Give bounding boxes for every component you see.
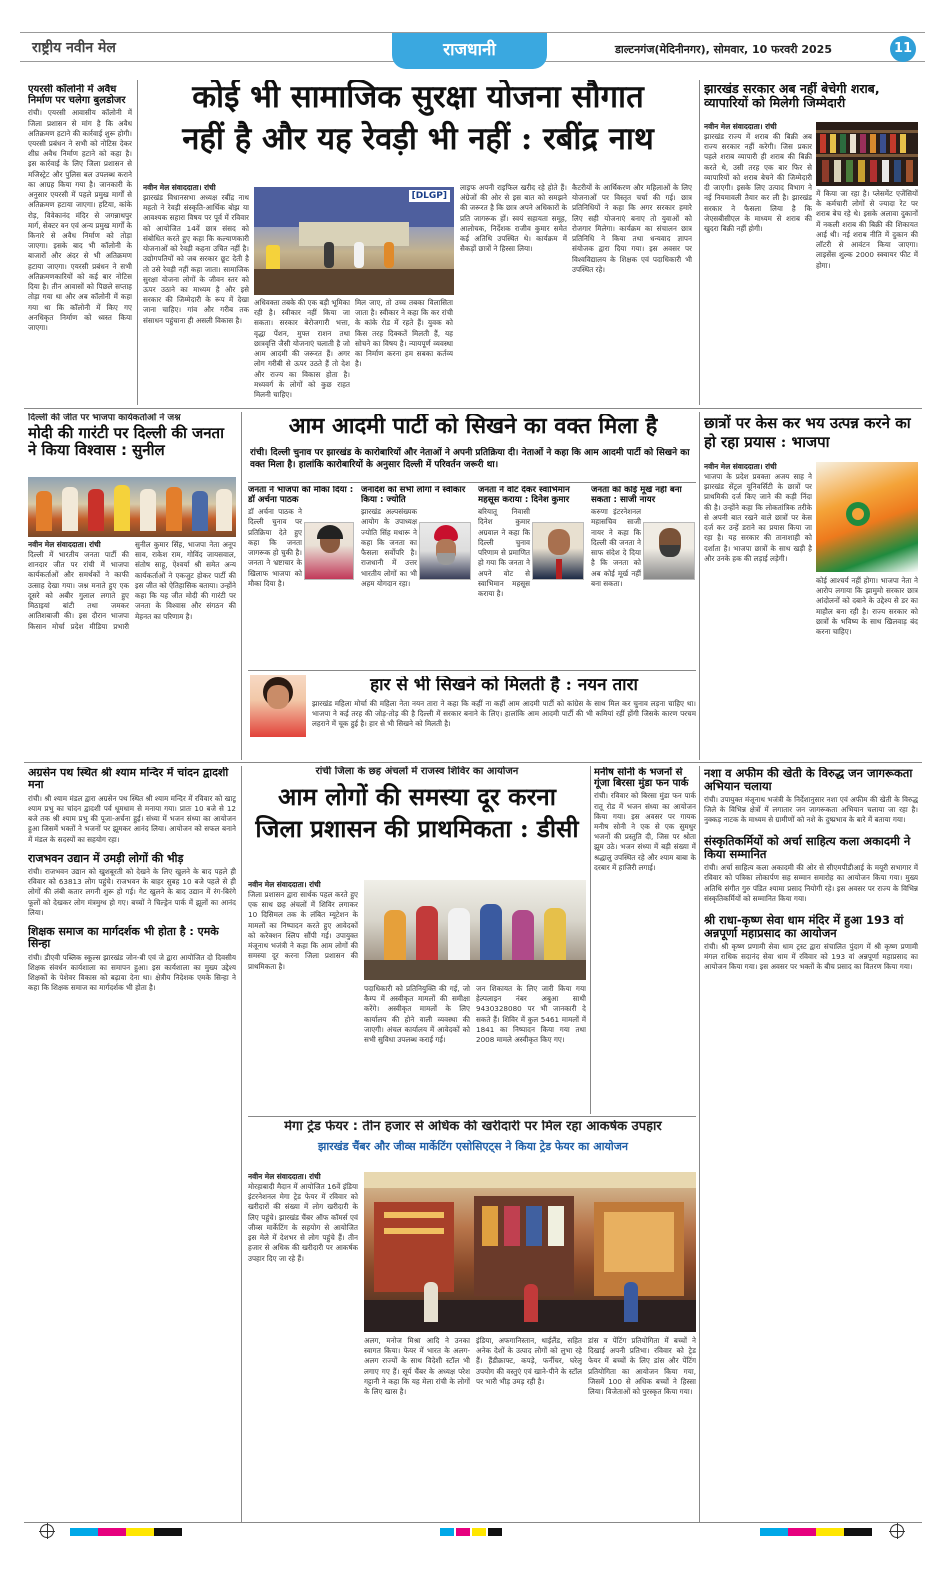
dinesh-portrait: [532, 522, 584, 580]
dc-headline-line2: जिला प्रशासन की प्राथमिकता : डीसी: [255, 813, 579, 843]
color-bar-center-cyan: [440, 1528, 454, 1536]
color-bar-yellow: [126, 1528, 154, 1536]
nayan-body: झारखंड महिला मोर्चा की महिला नेता नयन तारा ने कहा कि कहीं ना कहीं आम आदमी पार्टी को कांग्रेस के साथ मिल कर चुनाव लड़ना चाहिए था। भाजपा ने कई तरह की जोड़-तोड़ की है दिल्ली में सरकार बनाने के लिए। हालांकि आम आदमी पार्टी की भी कमियां रहीं होंगी जिसके कारण परचम लहराने में चूक हुई है। हार से भी सिखने को मिलती है।: [312, 698, 696, 728]
rajbhavan-title: राजभवन उद्यान में उमड़ी लोगों की भीड़: [28, 851, 184, 865]
bjp-col1: [704, 462, 812, 758]
bhajan-title: मनीष सोनी के भजनों से गूंजा बिरसा मुंडा फन पार्क: [594, 767, 689, 790]
section-tab: राजधानी: [392, 33, 547, 69]
dc-headline-box: [248, 766, 586, 876]
color-bar-black: [154, 1528, 182, 1536]
bjp-title-box: [704, 414, 918, 460]
fair-byline: नवीन मेल संवाददाता। रांची: [248, 1172, 321, 1181]
modi-byline: नवीन मेल संवाददाता। रांची: [28, 540, 101, 549]
fair-col4-body: डांस व पेंटिंग प्रतियोगिता में बच्चों ने दिखाई अपनी प्रतिभा। रविवार को ट्रेड फेयर में बच्चों के लिए डांस और पेंटिंग प्रतियोगिता का आयोजन किया गया, जिसमें 100 से अधिक बच्चों ने हिस्सा लिया। विजेताओं को पुरस्कृत किया गया।: [588, 1336, 696, 1397]
aap-standfirst-box: [250, 447, 695, 479]
fair-col2: [364, 1336, 470, 1522]
right-bottom-column: [704, 767, 918, 1522]
color-bar-center-magenta: [456, 1528, 470, 1536]
teacher-body: रांची। डीएवी पब्लिक स्कूल्स झारखंड जोन-बी एवं जे द्वारा आयोजित दो दिवसीय शिक्षक संवर्धन कार्यशाला का समापन हुआ। इस कार्यशाला का मुख्य उद्देश्य शिक्षकों के पेशेवर विकास को बढ़ावा देना था। क्षेत्रीय निदेशक एमके सिन्हा ने कहा कि शिक्षक समाज का मार्गदर्शक भी होता है।: [28, 952, 236, 993]
lead-photo-label: [DLGP]: [409, 190, 450, 202]
quote-archana-body: डॉ अर्चना पाठक ने दिल्ली चुनाव पर प्रतिक्रिया देते हुए कहा कि जनता जागरूक हो चुकी है। जनता ने भ्रष्टाचार के खिलाफ भाजपा को मौका दिया है।: [248, 507, 302, 588]
radha-title: श्री राधा-कृष्ण सेवा धाम मंदिर में हुआ 193 वां अन्नपूर्णा महाप्रसाद का आयोजन: [704, 913, 904, 940]
registration-mark-left: [40, 1524, 54, 1538]
fair-photo: [364, 1172, 696, 1332]
lead-col3: [355, 298, 453, 405]
modi-text: दिल्ली में भारतीय जनता पार्टी की शानदार जीत पर रांची में भाजपा कार्यकर्ताओं और समर्थकों ने काफी उत्साह देखा गया। जश्न मनाते हुए एक दूसरे को अबीर गुलाल लगाते हुए मिठाइयां बांटी तथा जमकर आतिशबाजी की। इस दौरान भाजपा किसान मोर्चा प्रदेश मीडिया प्रभारी सुनील कुमार सिंह, भाजपा नेता अनूप साव, राकेश राम, गोविंद जायसवाल, संतोष साहू, ऐश्वर्या श्री समेत अन्य कार्यकर्ताओं ने एकजुट होकर पार्टी की इस जीत को ऐतिहासिक बताया। उन्होंने कहा कि यह जीत मोदी की गारंटी पर जनता के विश्वास और संगठन की मेहनत का परिणाम है।: [28, 540, 236, 631]
fair-col1-body: मोरहाबादी मैदान में आयोजित 16वें इंडिया इंटरनेशनल मेगा ट्रेड फेयर में रविवार को खरीदारों की संख्या में लोग खरीदारी के लिए पहुंचे। झारखंड चैंबर ऑफ कॉमर्स एवं जीव्स मार्केटिंग के सहयोग से आयोजित इस मेले में देशभर से लोग पहुंचे हैं। तीन हजार से अधिक की खरीदारी पर आकर्षक उपहार दिए जा रहे हैं।: [248, 1182, 358, 1263]
quote-dinesh-body: बरियातू निवासी दिनेश कुमार अग्रवाल ने कहा कि दिल्ली चुनाव परिणाम से प्रमाणित हो गया कि जनता ने अपने वोट से स्वाभिमान महसूस कराया है।: [478, 507, 530, 598]
lead-col4-body: लाइफ अपनी राइफिल खरीद रहे होते हैं। अंग्रेजों की ओर से इस बात को समझने की जरूरत है कि छात्र अपने अधिकारों के प्रति जागरूक हों। स्वयं सहायता समूह, आलोचक, निर्देशक राजीव कुमार समेत कई अतिथि उपस्थित थे। कार्यक्रम में सैकड़ों छात्रों ने हिस्सा लिया।: [460, 183, 567, 254]
lead-photo: [254, 187, 454, 295]
shyam-body: रांची। श्री श्याम मंडल द्वारा अग्रसेन पथ स्थित श्री श्याम मन्दिर में रविवार को खाटू श्याम प्रभु का चांदन द्वादशी पर्व धूमधाम से मनाया गया। प्रातः 10 बजे से 12 बजे तक श्री श्याम प्रभु की पूजा-अर्चना हुई। संध्या में भजन संध्या का आयोजन हुआ जिसमें भक्तों ने भजनों पर झूमकर आनंद लिया। आयोजन को सफल बनाने में मंडल के सदस्यों का सहयोग रहा।: [28, 793, 236, 844]
opium-title: नशा व अफीम की खेती के विरुद्ध जन जागरूकता अभियान चलाया: [704, 767, 913, 793]
modi-title: मोदी की गारंटी पर दिल्ली की जनता ने किया विश्वास : सुनील: [28, 424, 224, 459]
fair-col3: [476, 1336, 582, 1522]
nayan-title: हार से भी सिखने को मिलती है : नयन तारा: [370, 676, 638, 695]
airsee-story: [28, 84, 132, 404]
quote-saji: [591, 486, 697, 666]
opium-body: रांची। उपायुक्त मंजूनाथ भजंत्री के निर्देशानुसार नशा एवं अफीम की खेती के विरुद्ध जिले के विभिन्न क्षेत्रों में लगातार जन जागरूकता अभियान चलाया जा रहा है। नुक्कड़ नाटक के माध्यम से ग्रामीणों को नशे के दुष्प्रभाव के बारे में बताया गया।: [704, 794, 918, 825]
modi-body: [28, 540, 236, 758]
liquor-shelf-photo: [816, 122, 918, 186]
fair-sub: झारखंड चैंबर और जीव्स मार्केटिंग एसोसिएट्स ने किया ट्रेड फेयर का आयोजन: [318, 1139, 628, 1153]
bjp-flag-photo: [816, 462, 918, 572]
bjp-byline: नवीन मेल संवाददाता। रांची: [704, 462, 777, 471]
liquor-col2: [816, 189, 918, 405]
bottom-left-column: [28, 767, 236, 1522]
modi-title-box: [28, 413, 236, 475]
fair-col1: [248, 1172, 358, 1522]
bjp-title: छात्रों पर केस कर भय उत्पन्न करने का हो रहा प्रयास : भाजपा: [704, 414, 911, 451]
color-bar-cyan: [70, 1528, 98, 1536]
aap-headline: आम आदमी पार्टी को सिखने का वक्त मिला है: [288, 414, 658, 439]
dc-col2: [364, 984, 470, 1112]
dc-col3: [476, 984, 586, 1112]
liquor-byline: नवीन मेल संवाददाता। रांची: [704, 122, 777, 131]
jyoti-portrait: [419, 522, 471, 580]
archa-title: संस्कृतिकर्मियों को अर्चा साहित्य कला अकादमी ने किया सम्मानित: [704, 834, 911, 862]
lead-col3-body: मिल जाए, तो उच्च तबका विलासिता जाता है। स्वीकार ने कहा कि कर रांची के कांके रोड में रहते हैं। युवक को किस तरह दिक्कतें मिलती हैं, यह सोचने का विषय है। न्यायपूर्ण व्यवस्था का निर्माण करना हम सबका कर्तव्य है।: [355, 298, 453, 369]
shyam-title: अग्रसेन पथ स्थित श्री श्याम मन्दिर में चांदन द्वादशी मना: [28, 767, 229, 792]
aap-headline-box: [248, 414, 698, 444]
fair-col4: [588, 1336, 696, 1522]
color-bar-right-yellow: [816, 1528, 844, 1536]
dc-headline-line1: आम लोगों की समस्या दूर करना: [278, 782, 556, 812]
fair-kicker: मेगा ट्रेड फेयर : तीन हजार से अधिक की खरीदारी पर मिल रहा आकर्षक उपहार: [284, 1120, 662, 1134]
dc-col3-body: जन शिकायत के लिए जारी किया गया हेल्पलाइन नंबर अबुआ साथी 9430328080 पर भी जानकारी दे सकते हैं। शिविर में कुल 5461 मामलों में 1841 का निष्पादन किया गया तथा 2008 मामले अस्वीकृत किए गए।: [476, 984, 586, 1045]
nayan-tara-portrait: [250, 675, 306, 737]
liquor-title-box: [704, 82, 918, 118]
quote-jyoti-body: झारखंड अल्पसंख्यक आयोग के उपाध्यक्ष ज्योति सिंह मथारू ने कहा कि जनता का फैसला सर्वोपरि है। राजधानी में उत्तर भारतीय लोगों का भी अहम योगदान रहा।: [361, 507, 417, 588]
quote-jyoti: [361, 486, 473, 666]
rajbhavan-body: रांची। राजभवन उद्यान को खुशबूरती को देखने के लिए खुलने के बाद पहले ही रविवार को 63813 लोग पहुंचे। राजभवन के बाहर सुबह 10 बजे पहले से ही लोगों की लंबी कतार लगनी शुरू हो गई। गेट खुलने के बाद उद्यान में रंग-बिरंगे फूलों को देखकर लोग मंत्रमुग्ध हो गए। बच्चों ने चिल्ड्रेन पार्क में झूलों का आनंद लिया।: [28, 867, 236, 917]
airsee-title: एयरसी कॉलोनी में अवैध निर्माण पर चलेगा बुलडोजर: [28, 84, 126, 107]
lead-headline-line2: नहीं है और यह रेवड़ी भी नहीं : रबींद्र नाथ: [182, 120, 654, 157]
teacher-title: शिक्षक समाज का मार्गदर्शक भी होता है : एमके सिन्हा: [28, 925, 219, 951]
lead-col4: [460, 183, 567, 405]
lead-byline: नवीन मेल संवाददाता। रांची: [143, 183, 216, 192]
radha-body: रांची। श्री कृष्ण प्रणामी सेवा धाम ट्रस्ट द्वारा संचालित पुंदाग में श्री कृष्ण प्रणामी मंगल राधिक सदानंद सेवा धाम में रविवार को 193 वां अन्नपूर्णा महाप्रसाद का आयोजन किया गया। इस अवसर पर भक्तों के बीच प्रसाद का वितरण किया गया।: [704, 941, 918, 972]
quote-saji-body: करुणा इंटरनेशनल महासचिव साजी नायर ने कहा कि दिल्ली की जनता ने साफ संदेश दे दिया है कि जनता को अब कोई मूर्ख नहीं बना सकता।: [591, 507, 641, 588]
quote-archana: [248, 486, 356, 666]
dc-col2-body: पदाधिकारी को प्रतिनियुक्ति की गई, जो कैम्प में अस्वीकृत मामलों की समीक्षा करेंगे। अस्वीकृत मामलों के लिए कार्यालय की होने वाली व्यवस्था की जाएगी। अंचल कार्यालय में आवेदकों को सभी सुविधा उपलब्ध कराई गई।: [364, 984, 470, 1045]
liquor-body2: में किया जा रहा है। प्लेसमेंट एजेंसियों के कर्मचारी लोगों से ज्यादा रेट पर शराब बेच रहे थे। इसके अलावा दुकानों में नकली शराब की बिक्री की शिकायत आई थी। नई शराब नीति में दुकान की लॉटरी से आवंटन किया जाएगा। लाइसेंस शुल्क 2000 स्क्वायर फीट में होगा।: [816, 189, 918, 270]
lead-headline: [143, 80, 693, 180]
saji-portrait: [643, 522, 695, 580]
archa-body: रांची। अर्चा साहित्य कला अकादमी की ओर से सीएमपीडीआई के मयूरी सभागार में रविवार को पत्रिका लोकार्पण सह सम्मान समारोह का आयोजन किया गया। मुख्य अतिथि संगीत गुरु पंडित श्यामा प्रसाद नियोगी रहे। इस अवसर पर राज्य के विभिन्न संस्कृतिकर्मियों को सम्मानित किया गया।: [704, 863, 918, 903]
quote-jyoti-title: जनादेश को सभी लोगों ने स्वीकार किया : ज्योति: [361, 486, 466, 505]
quote-saji-title: जनता को कोई मूर्ख नहीं बना सकता : साजी नायर: [591, 486, 682, 505]
lead-col2: [254, 298, 350, 405]
lead-col1-body: झारखंड विधानसभा अध्यक्ष रबींद्र नाथ महतो ने रेवड़ी संस्कृति-आर्थिक बोझ या आवश्यक सहारा विषय पर पूर्व में रविवार को आयोजित 14वें छात्र संसद को संबोधित करते हुए कहा कि कल्याणकारी योजनाओं को रेवड़ी कहना उचित नहीं है। उद्योगपतियों को जब सरकार छूट देती है तो उसे रेवड़ी नहीं कहा जाता। सामाजिक सुरक्षा योजना लोगों के जीवन स्तर को ऊपर उठाने का माध्यम है और इसे सरकार की जिम्मेदारी के रूप में देखा जाना चाहिए। गांव और गरीब तक संसाधन पहुंचाना ही असली विकास है।: [143, 193, 249, 325]
fair-col3-body: इंडिया, अफगानिस्तान, थाईलैंड, सहित अनेक देशों के उत्पाद लोगों को लुभा रहे हैं। हैंडीक्राफ्ट, कपड़े, फर्नीचर, घरेलू उपयोग की वस्तुएं एवं खाने-पीने के स्टॉल पर भारी भीड़ उमड़ रही है।: [476, 1336, 582, 1386]
lead-headline-line1: कोई भी सामाजिक सुरक्षा योजना सौगात: [192, 80, 644, 115]
aap-standfirst: रांची। दिल्ली चुनाव पर झारखंड के कारोबारियों और नेताओं ने अपनी प्रतिक्रिया दी। नेताओं ने कहा कि आम आदमी पार्टी को सिखने का वक्त मिला है। हालांकि कारोबारियों के अनुसार दिल्ली में परिवर्तन जरूरी था।: [250, 448, 690, 471]
liquor-col1: [704, 122, 812, 405]
lead-col2-body: अधिवक्ता तबके की एक बड़ी भूमिका रही है। स्वीकार नहीं किया जा सकता। सरकार बेरोजगारी भत्ता, वृद्धा पेंशन, मुफ्त राशन तथा छात्रवृत्ति जैसी योजनाएं चलाती है जो आम आदमी की जरूरत हैं। अगर लोग गरीबी से ऊपर उठते हैं तो देश और राज्य का विकास होता है। मध्यवर्ग के लोगों को कुछ राहत मिलनी चाहिए।: [254, 298, 350, 399]
page-number: 11: [890, 36, 916, 62]
airsee-body: रांची। एयरसी आवासीय कॉलोनी में जिला प्रशासन से मांग है कि अवैध अतिक्रमण हटाने की कार्रवाई शुरू होगी। एयरसी प्रबंधन ने सभी को नोटिस देकर शीघ्र अवैध निर्माण हटाने को कहा है। इस कार्रवाई के लिए जिला प्रशासन से मजिस्ट्रेट और पुलिस बल उपलब्ध कराने का आग्रह किया गया है। जानकारी के अनुसार एयरसी में पहले प्रमुख मार्गों से अतिक्रमण हटाया जाएगा। हटिया, कांके रोड़, विवेकानंद मंदिर से जगन्नाथपुर मार्ग, सेक्टर वन एवं अन्य प्रमुख मार्गों के किनारे से अवैध निर्माण को तोड़ा जाएगा। इसके बाद भी कॉलोनी के बाजारों और अंदर से भी अतिक्रमण हटाया जाएगा। एयरसी प्रबंधन ने सभी अतिक्रमणकारियों को कई बार नोटिस दिया है। तीन आवासों को पिछले सप्ताह तोड़ा गया था और अब कॉलोनी में कहा गया था कि कॉलोनी में किए गए अनधिकृत निर्माण को ध्वस्त किया जाएगा।: [28, 108, 132, 332]
color-bar-right-magenta: [788, 1528, 816, 1536]
color-bar-center-black: [488, 1528, 502, 1536]
bhajan-story: [594, 767, 696, 1113]
modi-celebration-photo: [28, 477, 236, 537]
color-bar-center-yellow: [472, 1528, 486, 1536]
lead-col1: [143, 183, 249, 405]
lead-col5-body: कैटरीयों के आर्थिकरण और महिलाओं के लिए योजनाओं पर विस्तृत चर्चा की गई। छात्र प्रतिनिधियों ने कहा कि अगर सरकार हमारे लिए सही योजनाएं बनाए तो युवाओं को रोजगार मिलेगा। कार्यक्रम का संचालन छात्र प्रतिनिधि ने किया तथा धन्यवाद ज्ञापन संयोजक द्वारा दिया गया। इस अवसर पर विश्वविद्यालय के शिक्षक एवं पदाधिकारी भी उपस्थित रहे।: [572, 183, 692, 274]
color-bar-magenta: [98, 1528, 126, 1536]
bjp-body1: भाजपा के प्रदेश प्रवक्ता अजय साह ने झारखंड सेंट्रल यूनिवर्सिटी के छात्रों पर प्राथमिकी दर्ज किए जाने की कड़ी निंदा की है। उन्होंने कहा कि लोकतांत्रिक तरीके से अपनी बात रखने वाले छात्रों पर केस दर्ज कर उन्हें डराने का प्रयास किया जा रहा है। यह सरकार की तानाशाही को दर्शाता है। भाजपा छात्रों के साथ खड़ी है और उनके हक की लड़ाई लड़ेगी।: [704, 472, 812, 563]
quote-dinesh: [478, 486, 586, 666]
fair-col2-body: अलग, मनोज मिश्रा आदि ने उनका स्वागत किया। फेयर में भारत के अलग-अलग राज्यों के साथ विदेशी स्टॉल भी लगाए गए हैं। सूर्य चैंबर के अध्यक्ष परेश गट्टानी ने कहा कि यह मेला रांची के लोगों के लिए खास है।: [364, 1336, 470, 1397]
masthead: राष्ट्रीय नवीन मेल: [32, 40, 116, 56]
dc-byline: नवीन मेल संवाददाता। रांची: [248, 880, 321, 889]
registration-mark-right: [890, 1524, 904, 1538]
bjp-col2: [816, 576, 918, 758]
lead-col5: [572, 183, 692, 405]
archana-portrait: [304, 522, 354, 580]
color-bar-right-cyan: [760, 1528, 788, 1536]
color-bar-right-black: [844, 1528, 872, 1536]
bhajan-body: रांची। रविवार को बिरसा मुंडा फन पार्क रातू रोड में भजन संध्या का आयोजन किया गया। इस अवसर पर गायक मनीष सोनी ने एक से एक सुमधुर भजनों की प्रस्तुति दी, जिस पर श्रोता झूम उठे। भजन संध्या में बड़ी संख्या में श्रद्धालु उपस्थित रहे और श्याम बाबा के दरबार में हाजिरी लगाई।: [594, 791, 696, 872]
fair-headline-box: [248, 1120, 698, 1168]
nayan-story: [312, 676, 696, 760]
dc-kicker: रांची जिला के छह अंचलों में राजस्व शिविर का आयोजन: [315, 766, 519, 777]
quote-archana-title: जनता ने भाजपा को मौका दिया : डॉ अर्चना पाठक: [248, 486, 354, 505]
liquor-title: झारखंड सरकार अब नहीं बेचेगी शराब, व्यापारियों को मिलेगी जिम्मेदारी: [704, 82, 880, 110]
liquor-body1: झारखंड राज्य में शराब की बिक्री अब राज्य सरकार नहीं करेगी। जिस प्रकार पहले शराब व्यापारी ही शराब की बिक्री करते थे, उसी तरह एक बार फिर से व्यापारियों को शराब बेचने की जिम्मेदारी दी जाएगी। इसके लिए उत्पाद विभाग ने नई नियमावली तैयार कर ली है। झारखंड सरकार ने फैसला लिया है कि जेएसबीसीएल के माध्यम से शराब की खुदरा बिक्री नहीं होगी।: [704, 132, 812, 233]
quote-dinesh-title: जनता ने वोट देकर स्वाभिमान महसूस कराया : दिनेश कुमार: [478, 486, 570, 505]
bjp-body2: कोई आश्चर्य नहीं होगा। भाजपा नेता ने आरोप लगाया कि झामुमो सरकार छात्र आंदोलनों को दबाने के उद्देश्य से डर का माहौल बना रही है। राज्य सरकार को छात्रों के भविष्य के साथ खिलवाड़ बंद करना चाहिए।: [816, 576, 918, 637]
dc-col1-body: जिला प्रशासन द्वारा सार्थक पहल करते हुए एक साथ छह अंचलों में शिविर लगाकर 10 दिसिमल तक के लंबित म्यूटेशन के मामलों का निष्पादन करते हुए आवेदकों को करेक्शन स्लिप सौंपी गई। उपायुक्त मंजूनाथ भजंत्री ने कहा कि आम लोगों की समस्या दूर करना जिला प्रशासन की प्राथमिकता है।: [248, 890, 358, 971]
dateline: डाल्टनगंज(मेदिनीनगर), सोमवार, 10 फरवरी 2025: [615, 43, 832, 56]
dc-col1: [248, 880, 358, 1112]
dc-camp-photo: [364, 880, 586, 980]
modi-kicker: दिल्ली की जीत पर भाजपा कार्यकर्ताओं ने जश्न: [28, 413, 181, 423]
